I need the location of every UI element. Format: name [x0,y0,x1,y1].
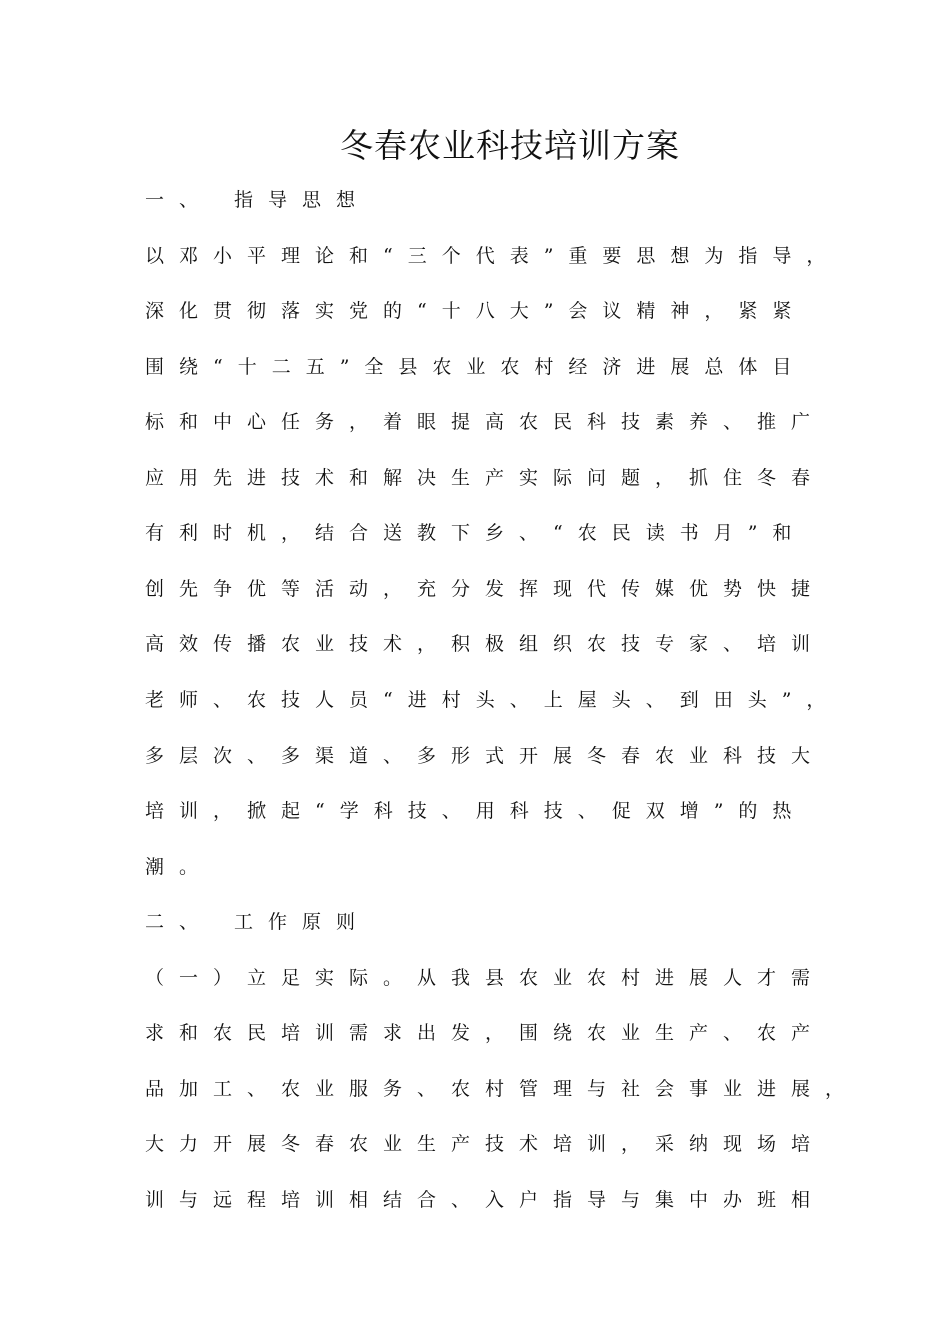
paragraph-line: 创先争优等活动，充分发挥现代传媒优势快捷 [145,578,826,600]
paragraph-line: 品加工、农业服务、农村管理与社会事业进展， [145,1078,860,1100]
section-heading: 二、 工作原则 [145,911,371,933]
paragraph-line: （一）立足实际。从我县农业农村进展人才需 [145,967,826,989]
paragraph-line: 多层次、多渠道、多形式开展冬春农业科技大 [145,745,826,767]
paragraph-line: 标和中心任务，着眼提高农民科技素养、推广 [145,411,826,433]
paragraph-line: 有利时机，结合送教下乡、“农民读书月”和 [145,522,807,544]
paragraph-line: 老师、农技人员“进村头、上屋头、到田头”， [145,689,841,711]
paragraph-line: 潮。 [145,856,214,878]
paragraph-line: 求和农民培训需求出发，围绕农业生产、农产 [145,1022,826,1044]
document-title: 冬春农业科技培训方案 [340,126,680,165]
paragraph-line: 大力开展冬春农业生产技术培训，采纳现场培 [145,1133,826,1155]
paragraph-line: 围绕“十二五”全县农业农村经济进展总体目 [145,356,807,378]
section-heading: 一、 指导思想 [145,189,371,211]
paragraph-line: 应用先进技术和解决生产实际问题，抓住冬春 [145,467,826,489]
paragraph-line: 高效传播农业技术，积极组织农技专家、培训 [145,633,826,655]
paragraph-line: 深化贯彻落实党的“十八大”会议精神，紧紧 [145,300,807,322]
paragraph-line: 以邓小平理论和“三个代表”重要思想为指导， [145,245,841,267]
paragraph-line: 培训，掀起“学科技、用科技、促双增”的热 [145,800,807,822]
paragraph-line: 训与远程培训相结合、入户指导与集中办班相 [145,1189,826,1211]
